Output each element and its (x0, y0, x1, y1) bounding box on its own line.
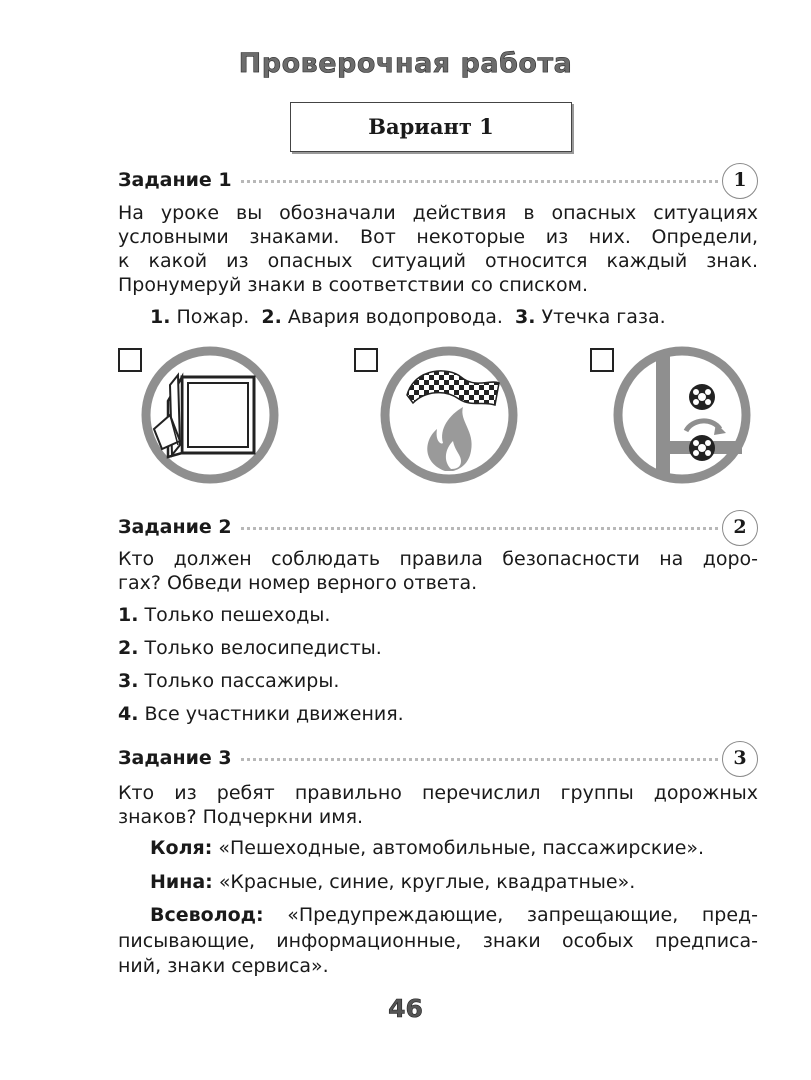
sign-1-checkbox[interactable] (118, 348, 142, 372)
sign-3-checkbox[interactable] (590, 348, 614, 372)
page-title: Проверочная работа (238, 48, 573, 79)
answer-text: Все участники движения. (144, 703, 404, 725)
option-number: 3. (515, 306, 536, 328)
answer-text: Только пассажиры. (144, 670, 340, 692)
student-answer: «Предупреждающие, запрещающие, пред- (287, 904, 759, 926)
answer-vsevolod[interactable] (150, 903, 758, 928)
answer-number[interactable]: 4. (118, 703, 139, 725)
dotted-rule (228, 527, 718, 530)
variant-label: Вариант 1 (368, 114, 494, 139)
window-sign-icon (140, 345, 280, 485)
student-answer: «Пешеходные, автомобильные, пассажирские». (218, 837, 705, 859)
task-1-options (150, 306, 666, 328)
sign-2-checkbox[interactable] (354, 348, 378, 372)
answer-text: Только велосипедисты. (144, 637, 382, 659)
gas-flame-sign-icon (379, 345, 519, 485)
vsevolod-line: писывающие, информационные, знаки особых предписа- (118, 930, 758, 952)
task-1-text (118, 201, 758, 297)
option-number: 2. (261, 306, 282, 328)
task-3-line: Кто из ребят правильно перечислил группы дорожных (118, 782, 758, 804)
option-text: Утечка газа. (541, 306, 666, 328)
answer-option-4[interactable] (118, 703, 404, 725)
task-1-line: условными знаками. Вот некоторые из них. Определи, (118, 226, 758, 248)
task-1-header (118, 163, 758, 197)
student-name[interactable]: Нина: (150, 871, 213, 893)
option-text: Авария водопровода. (287, 306, 503, 328)
task-2-line: гах? Обведи номер верного ответа. (118, 572, 478, 594)
option-number: 1. (150, 306, 171, 328)
student-answer: «Красные, синие, круглые, квадратные». (218, 871, 636, 893)
answer-kolya[interactable] (150, 837, 704, 859)
variant-box (290, 102, 572, 152)
option-text: Пожар. (176, 306, 250, 328)
task-2-badge: 2 (722, 510, 758, 546)
vsevolod-line: ний, знаки сервиса». (118, 955, 329, 977)
pipe-valve-sign-icon (612, 345, 752, 485)
student-name[interactable]: Всеволод: (150, 904, 264, 926)
task-2-line: Кто должен соблюдать правила безопасности на доро- (118, 548, 758, 570)
answer-number[interactable]: 1. (118, 604, 139, 626)
answer-option-2[interactable] (118, 637, 382, 659)
dotted-rule (228, 758, 718, 761)
task-2-text (118, 547, 758, 595)
answer-number[interactable]: 3. (118, 670, 139, 692)
answer-nina[interactable] (150, 871, 635, 893)
task-3-badge: 3 (722, 741, 758, 777)
student-name[interactable]: Коля: (150, 837, 213, 859)
task-3-header (118, 741, 758, 775)
vsevolod-continued (118, 929, 758, 979)
task-3-text (118, 781, 758, 829)
task-1-line: На уроке вы обозначали действия в опасных ситуациях (118, 202, 758, 224)
answer-text: Только пешеходы. (144, 604, 331, 626)
task-1-line: к какой из опасных ситуаций относится каждый знак. (118, 250, 758, 272)
task-2-header (118, 510, 758, 544)
answer-option-3[interactable] (118, 670, 339, 692)
answer-option-1[interactable] (118, 604, 330, 626)
answer-number[interactable]: 2. (118, 637, 139, 659)
task-2-label: Задание 2 (118, 516, 238, 538)
task-1-label: Задание 1 (118, 169, 238, 191)
task-1-line: Пронумеруй знаки в соответствии со списком. (118, 274, 589, 296)
task-3-line: знаков? Подчеркни имя. (118, 806, 364, 828)
task-1-badge: 1 (722, 163, 758, 199)
task-3-label: Задание 3 (118, 747, 238, 769)
page-number: 46 (388, 994, 423, 1023)
dotted-rule (228, 180, 718, 183)
vsevolod-line (150, 903, 758, 928)
